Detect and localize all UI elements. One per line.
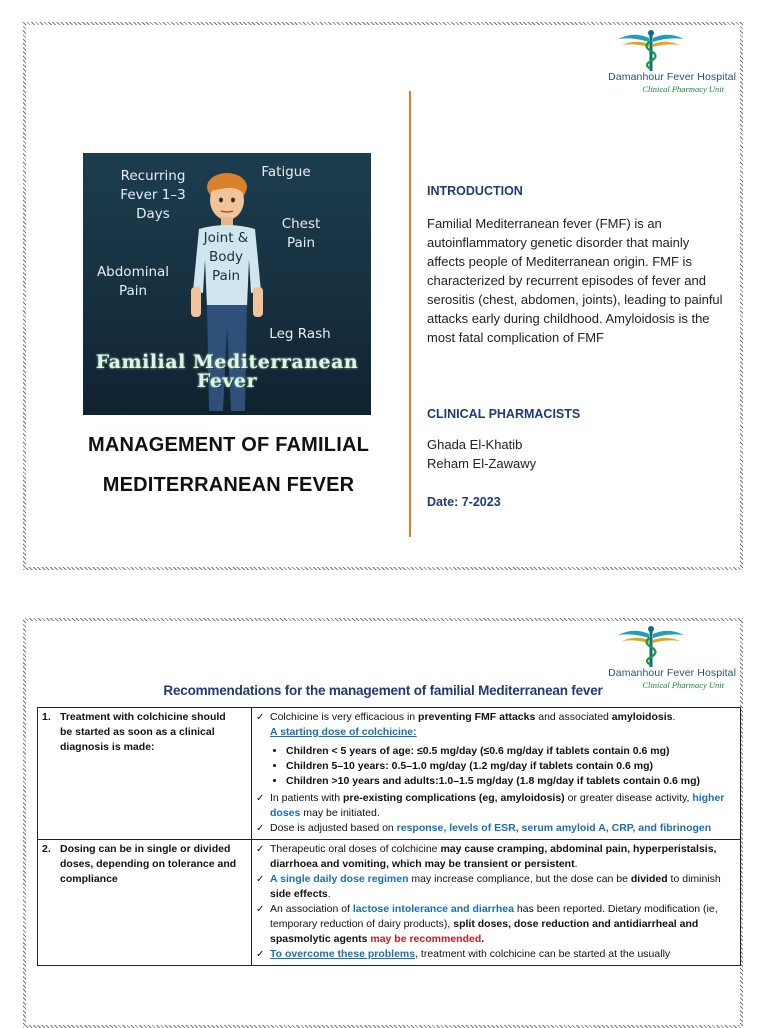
poster-title: Familial Mediterranean Fever	[95, 351, 359, 392]
fmf-poster	[83, 153, 371, 415]
pharmacists-heading: CLINICAL PHARMACISTS	[427, 407, 581, 421]
title-line-2: MEDITERRANEAN FEVER	[102, 474, 355, 496]
detail-item: ✓ A single daily dose regimen may increase compliance, but the dose can be divided to diminish side effects.	[256, 872, 736, 902]
dose-item: • Children >10 years and adults:1.0–1.5 mg/day (1.8 mg/day if tablets contain 0.6 mg)	[286, 774, 736, 789]
hospital-name: Damanhour Fever Hospital	[608, 71, 736, 83]
cover-page	[23, 22, 743, 570]
dose-item: • Children < 5 years of age: ≤0.5 mg/day (≤0.6 mg/day if tablets contain 0.6 mg)	[286, 744, 736, 759]
pharmacist-name: Reham El-Zawawy	[427, 456, 537, 471]
overcome-problems-link[interactable]: To overcome these problems,	[270, 948, 419, 960]
symptom-joint-body-pain: Joint & Body Pain	[203, 230, 249, 284]
intro-heading: INTRODUCTION	[427, 184, 523, 198]
pharmacist-name: Ghada El-Khatib	[427, 437, 523, 452]
detail-item: ✓ Colchicine is very efficacious in preventing FMF attacks and associated amyloidosis. A starting dose of colchicine:	[256, 710, 736, 740]
document-date: Date: 7-2023	[427, 495, 501, 509]
dose-item: • Children 5–10 years: 0.5–1.0 mg/day (1.2 mg/day if tablets contain 0.6 mg)	[286, 759, 736, 774]
detail-item: ✓ Therapeutic oral doses of colchicine may cause cramping, abdominal pain, hyperperistalsis, diarrhoea and vomiting, which may be transient or persistent.	[256, 842, 736, 872]
detail-item: ✓ Dose is adjusted based on response, levels of ESR, serum amyloid A, CRP, and fibrinogen	[256, 821, 736, 836]
recommendation-details	[252, 840, 741, 966]
symptom-abdominal-pain: Abdominal Pain	[96, 264, 170, 299]
starting-dose-link[interactable]: A starting dose of colchicine:	[270, 726, 417, 738]
detail-item: ✓ In patients with pre-existing complications (eg, amyloidosis) or greater disease activity, higher doses may be initiated.	[256, 791, 736, 821]
symptom-recurring-fever: Recurring Fever 1–3 Days	[120, 168, 186, 222]
pharmacist-list	[427, 435, 536, 473]
unit-name: Clinical Pharmacy Unit	[642, 680, 724, 690]
detail-item: ✓ An association of lactose intolerance and diarrhea has been reported. Dietary modification (ie, temporary reduction of dairy products), split doses, dose reduction and antidiarrheal and spasmolytic agents may be recommended.	[256, 902, 736, 947]
dose-list	[256, 744, 736, 789]
recommendations-title: Recommendations for the management of familial Mediterranean fever	[163, 683, 603, 698]
recommendations-page	[23, 618, 743, 1028]
hospital-name: Damanhour Fever Hospital	[608, 667, 736, 679]
title-line-1: MANAGEMENT OF FAMILIAL	[87, 434, 370, 456]
symptom-fatigue: Fatigue	[261, 164, 311, 180]
unit-name: Clinical Pharmacy Unit	[642, 84, 724, 94]
intro-text: Familial Mediterranean fever (FMF) is an autoinflammatory genetic disorder that mainly affects people of Mediterranean origin. FMF is characterized by recurrent episodes of fever and serositis (chest, abdomen, joints), leading to painful attacks early during childhood. Amyloidosis is the most fatal complication of FMF	[427, 216, 723, 345]
symptom-leg-rash: Leg Rash	[269, 326, 331, 342]
recommendation-details	[252, 708, 741, 840]
table-row	[38, 840, 741, 966]
recommendations-table	[37, 707, 741, 966]
recommendation-label: 2. Dosing can be in single or divided doses, depending on tolerance and compliance	[38, 840, 252, 966]
vertical-divider	[409, 91, 411, 537]
table-row	[38, 708, 741, 840]
detail-item: ✓ To overcome these problems, treatment with colchicine can be started at the usually	[256, 947, 736, 962]
caduceus-icon	[616, 625, 686, 669]
caduceus-icon	[616, 29, 686, 73]
document-title	[56, 425, 401, 505]
symptom-chest-pain: Chest Pain	[281, 216, 321, 251]
hospital-logo	[576, 29, 736, 99]
recommendation-label: 1. Treatment with colchicine should be started as soon as a clinical diagnosis is made:	[38, 708, 252, 840]
